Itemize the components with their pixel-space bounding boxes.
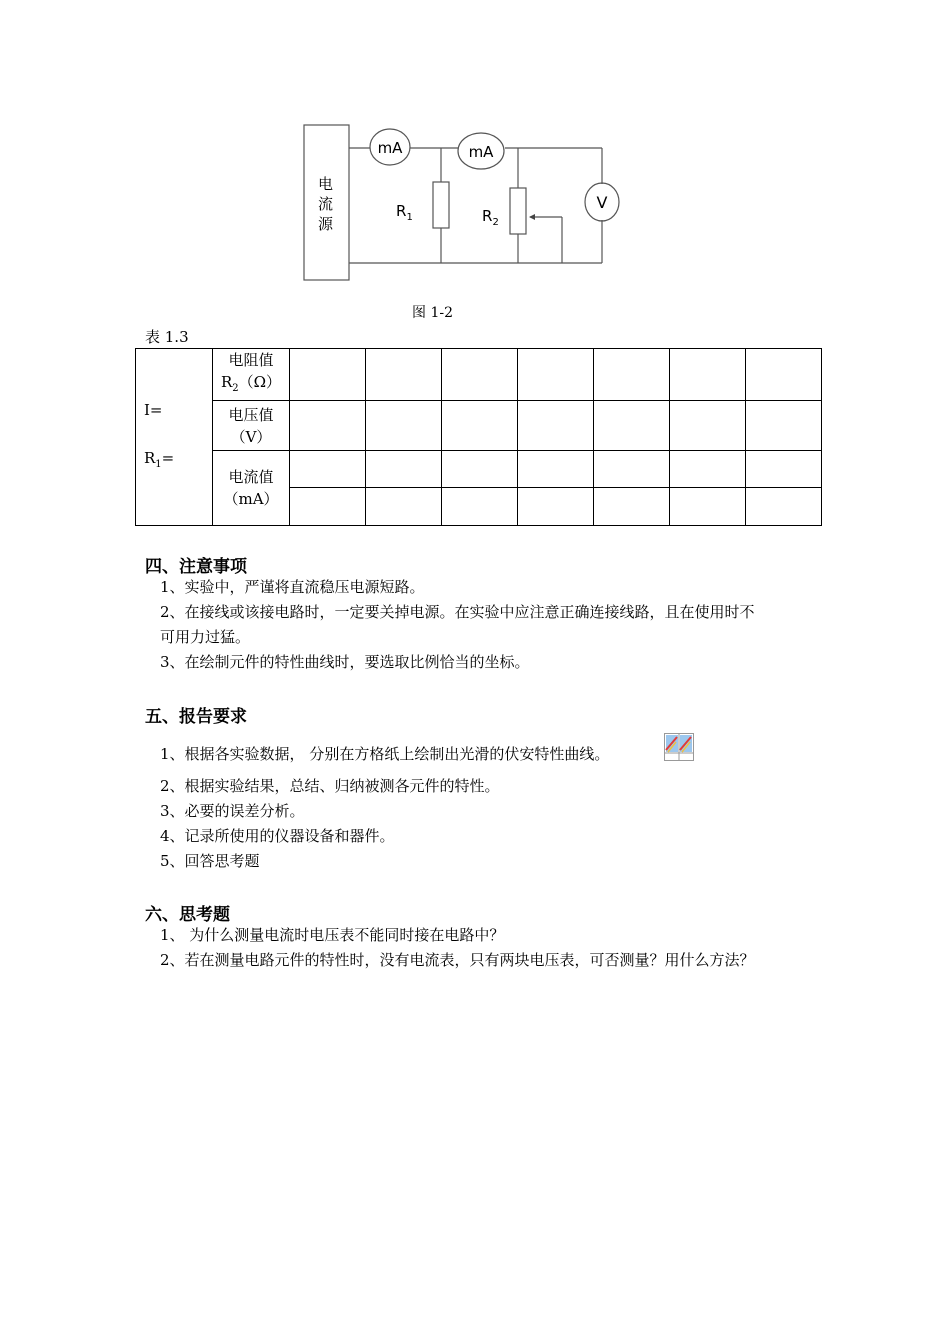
table-cell[interactable] bbox=[366, 401, 442, 451]
ammeter-1-label: mA bbox=[377, 139, 403, 157]
ammeter-2-label: mA bbox=[468, 143, 494, 161]
source-label-3: 源 bbox=[318, 215, 334, 233]
current-label-line1: 电流值 bbox=[228, 468, 274, 486]
source-label-2: 流 bbox=[318, 195, 334, 213]
table-cell[interactable] bbox=[670, 349, 746, 401]
lead-r1: R bbox=[144, 448, 156, 467]
current-label-line2: （mA） bbox=[223, 490, 279, 508]
table-cell[interactable] bbox=[670, 488, 746, 526]
table-cell[interactable] bbox=[670, 451, 746, 488]
section4-item-1: 1、实验中，严谨将直流稳压电源短路。 bbox=[160, 578, 425, 596]
table-cell[interactable] bbox=[746, 401, 822, 451]
table-cell[interactable] bbox=[594, 488, 670, 526]
section4-title: 四、注意事项 bbox=[145, 557, 247, 577]
section6-item-1: 1、 为什么测量电流时电压表不能同时接在电路中？ bbox=[160, 926, 505, 944]
section4-item-3: 3、在绘制元件的特性曲线时，要选取比例恰当的坐标。 bbox=[160, 653, 530, 671]
svg-text:R2 bbox=[482, 207, 499, 228]
table-cell[interactable] bbox=[290, 401, 366, 451]
table-cell[interactable] bbox=[670, 401, 746, 451]
table-cell[interactable] bbox=[366, 451, 442, 488]
r2-label: R bbox=[482, 207, 493, 225]
table-cell[interactable] bbox=[518, 349, 594, 401]
section5-item-2: 2、根据实验结果，总结、归纳被测各元件的特性。 bbox=[160, 777, 500, 795]
table-cell[interactable] bbox=[594, 451, 670, 488]
row-label-current bbox=[213, 451, 290, 526]
row-label-resistance bbox=[213, 349, 290, 401]
r1-subscript: 1 bbox=[406, 212, 413, 223]
r2-rheostat bbox=[510, 188, 526, 234]
lead-r1-eq: = bbox=[161, 448, 175, 467]
table-cell[interactable] bbox=[746, 488, 822, 526]
table-cell[interactable] bbox=[290, 349, 366, 401]
table-cell[interactable] bbox=[594, 401, 670, 451]
table-cell[interactable] bbox=[366, 488, 442, 526]
figure-caption: 图 1-2 bbox=[412, 305, 453, 321]
table-lead-cell bbox=[136, 349, 213, 526]
resistance-label-line1: 电阻值 bbox=[228, 351, 274, 369]
table-cell[interactable] bbox=[442, 349, 518, 401]
table-cell[interactable] bbox=[442, 488, 518, 526]
section4-item-2-cont: 可用力过猛。 bbox=[160, 628, 251, 646]
table-cell[interactable] bbox=[746, 451, 822, 488]
lead-current: I= bbox=[144, 400, 163, 419]
resistance-sub: 2 bbox=[232, 383, 239, 394]
section5-item-3: 3、必要的误差分析。 bbox=[160, 802, 305, 820]
table-cell[interactable] bbox=[518, 451, 594, 488]
voltmeter-label: V bbox=[596, 193, 608, 212]
measurement-table bbox=[135, 348, 822, 526]
resistance-unit: （Ω） bbox=[238, 373, 282, 391]
section5-item-4: 4、记录所使用的仪器设备和器件。 bbox=[160, 827, 395, 845]
resistance-r: R bbox=[220, 373, 233, 391]
r2-subscript: 2 bbox=[492, 217, 499, 228]
embedded-object-icon[interactable] bbox=[664, 733, 694, 761]
section6-title: 六、思考题 bbox=[145, 905, 230, 925]
table-caption: 表 1.3 bbox=[145, 328, 189, 346]
table-cell[interactable] bbox=[746, 349, 822, 401]
section6-item-2: 2、若在测量电路元件的特性时，没有电流表，只有两块电压表，可否测量？用什么方法？ bbox=[160, 951, 755, 969]
source-label-1: 电 bbox=[318, 175, 334, 193]
table-cell[interactable] bbox=[442, 401, 518, 451]
table-cell[interactable] bbox=[442, 451, 518, 488]
r1-resistor bbox=[433, 182, 449, 228]
voltage-label-line1: 电压值 bbox=[228, 405, 274, 424]
table-cell[interactable] bbox=[518, 488, 594, 526]
table-cell[interactable] bbox=[518, 401, 594, 451]
r1-label: R bbox=[396, 202, 407, 220]
table-cell[interactable] bbox=[594, 349, 670, 401]
table-cell[interactable] bbox=[290, 451, 366, 488]
section5-item-1: 1、根据各实验数据， 分别在方格纸上绘制出光滑的伏安特性曲线。 bbox=[160, 745, 610, 763]
svg-text:R1 bbox=[396, 202, 413, 223]
row-label-voltage bbox=[213, 401, 290, 451]
section4-item-2: 2、在接线或该接电路时，一定要关掉电源。在实验中应注意正确连接线路，且在使用时不 bbox=[160, 603, 755, 621]
voltage-label-line2: （V） bbox=[230, 427, 272, 446]
table-cell[interactable] bbox=[366, 349, 442, 401]
circuit-diagram bbox=[300, 120, 630, 290]
section5-item-5: 5、回答思考题 bbox=[160, 852, 260, 870]
table-cell[interactable] bbox=[290, 488, 366, 526]
lead-r1-sub: 1 bbox=[155, 458, 162, 470]
section5-title: 五、报告要求 bbox=[145, 707, 247, 727]
